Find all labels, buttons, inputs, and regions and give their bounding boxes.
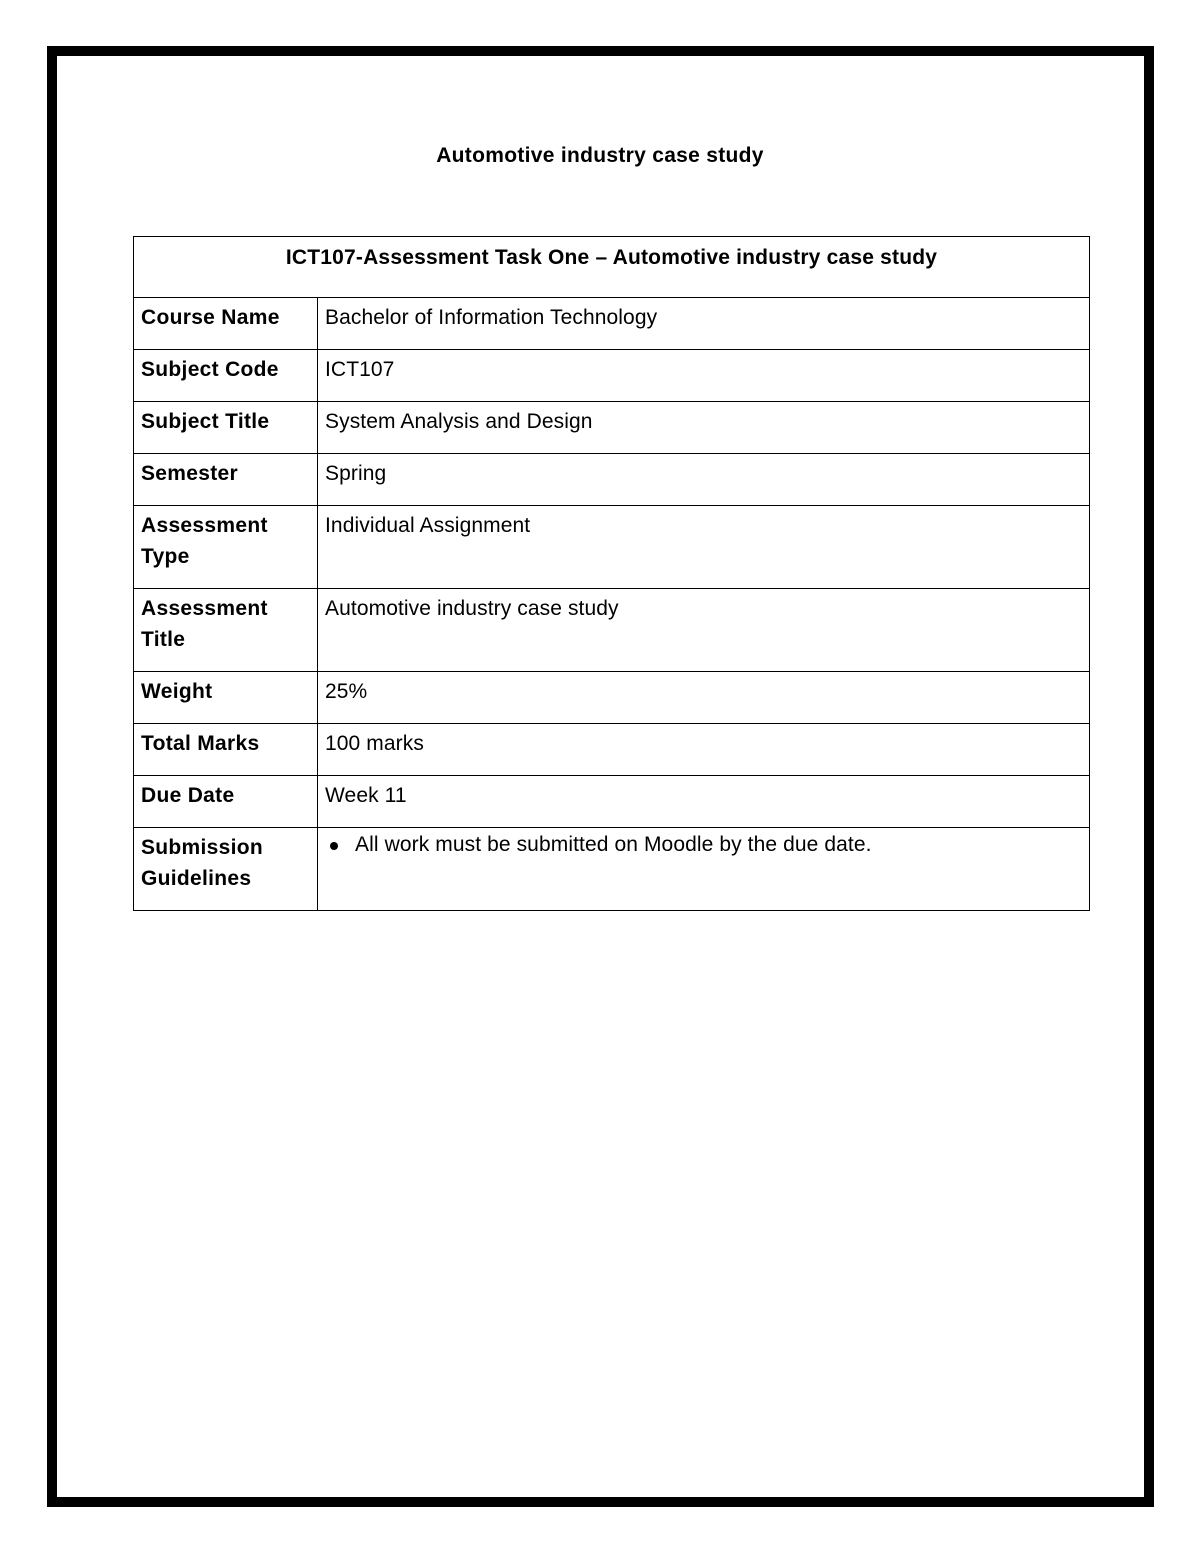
row-label-submission-guidelines: Submission Guidelines (134, 828, 318, 911)
table-row (134, 672, 1090, 724)
row-label-assessment-type: Assessment Type (134, 506, 318, 589)
row-value-submission-guidelines (318, 828, 1090, 911)
table-row (134, 402, 1090, 454)
document-title: Automotive industry case study (436, 144, 764, 167)
list-item (325, 832, 1082, 858)
row-label-subject-title: Subject Title (134, 402, 318, 454)
row-label-due-date: Due Date (134, 776, 318, 828)
row-value-subject-code: ICT107 (318, 350, 1090, 402)
table-row (134, 828, 1090, 911)
table-heading-row (134, 237, 1090, 298)
table-row (134, 506, 1090, 589)
row-label-subject-code: Subject Code (134, 350, 318, 402)
guidelines-list (325, 832, 1082, 858)
list-item-text: All work must be submitted on Moodle by the due date. (355, 833, 872, 856)
table-row (134, 350, 1090, 402)
row-value-assessment-title: Automotive industry case study (318, 589, 1090, 672)
assessment-info-table (133, 236, 1090, 911)
row-value-assessment-type: Individual Assignment (318, 506, 1090, 589)
row-label-assessment-title: Assessment Title (134, 589, 318, 672)
row-label-weight: Weight (134, 672, 318, 724)
table-row (134, 298, 1090, 350)
table-row (134, 454, 1090, 506)
row-label-course-name: Course Name (134, 298, 318, 350)
row-value-course-name: Bachelor of Information Technology (318, 298, 1090, 350)
table-row (134, 724, 1090, 776)
row-value-total-marks: 100 marks (318, 724, 1090, 776)
bullet-icon (330, 842, 338, 850)
row-value-due-date: Week 11 (318, 776, 1090, 828)
table-heading: ICT107-Assessment Task One – Automotive industry case study (134, 237, 1090, 298)
row-value-weight: 25% (318, 672, 1090, 724)
table-row (134, 589, 1090, 672)
row-label-total-marks: Total Marks (134, 724, 318, 776)
table-row (134, 776, 1090, 828)
row-label-semester: Semester (134, 454, 318, 506)
row-value-semester: Spring (318, 454, 1090, 506)
row-value-subject-title: System Analysis and Design (318, 402, 1090, 454)
